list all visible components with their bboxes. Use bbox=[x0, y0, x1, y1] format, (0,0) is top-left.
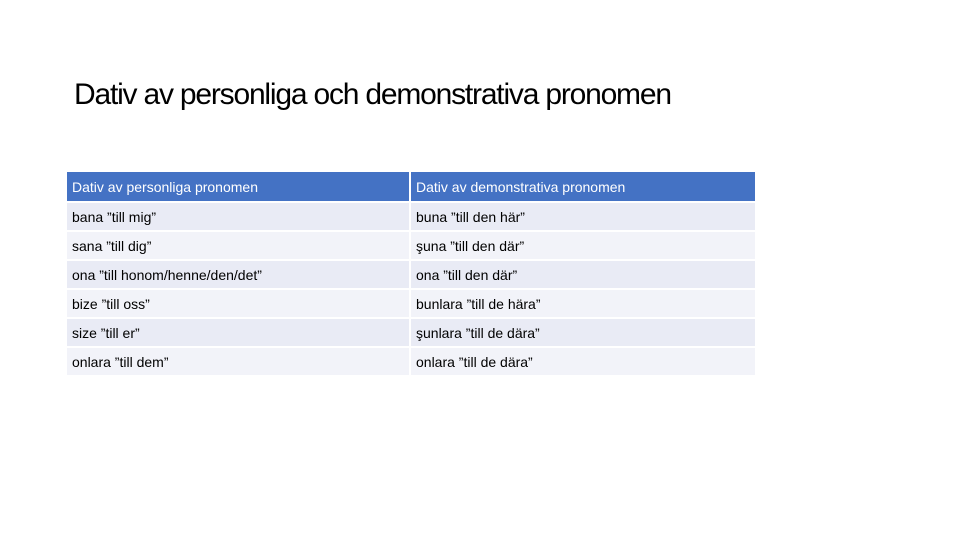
table-cell-demonstrative: şunlara ”till de dära” bbox=[410, 318, 755, 347]
table-cell-demonstrative: onlara ”till de dära” bbox=[410, 347, 755, 376]
table-cell-personal: sana ”till dig” bbox=[67, 231, 410, 260]
table-cell-demonstrative: bunlara ”till de hära” bbox=[410, 289, 755, 318]
table-row bbox=[67, 318, 755, 347]
table-row bbox=[67, 260, 755, 289]
slide-title: Dativ av personliga och demonstrativa pronomen bbox=[74, 78, 671, 111]
pronoun-table bbox=[67, 172, 755, 377]
table-row bbox=[67, 202, 755, 231]
table-cell-personal: bize ”till oss” bbox=[67, 289, 410, 318]
table-cell-personal: size ”till er” bbox=[67, 318, 410, 347]
header-demonstrative-pronouns: Dativ av demonstrativa pronomen bbox=[410, 172, 755, 202]
table-cell-demonstrative: şuna ”till den där” bbox=[410, 231, 755, 260]
table-cell-demonstrative: ona ”till den där” bbox=[410, 260, 755, 289]
table-row bbox=[67, 347, 755, 376]
table-row bbox=[67, 289, 755, 318]
table-cell-personal: ona ”till honom/henne/den/det” bbox=[67, 260, 410, 289]
table-row bbox=[67, 231, 755, 260]
header-personal-pronouns: Dativ av personliga pronomen bbox=[67, 172, 410, 202]
table-cell-demonstrative: buna ”till den här” bbox=[410, 202, 755, 231]
table-cell-personal: bana ”till mig” bbox=[67, 202, 410, 231]
table-header-row bbox=[67, 172, 755, 202]
table-cell-personal: onlara ”till dem” bbox=[67, 347, 410, 376]
